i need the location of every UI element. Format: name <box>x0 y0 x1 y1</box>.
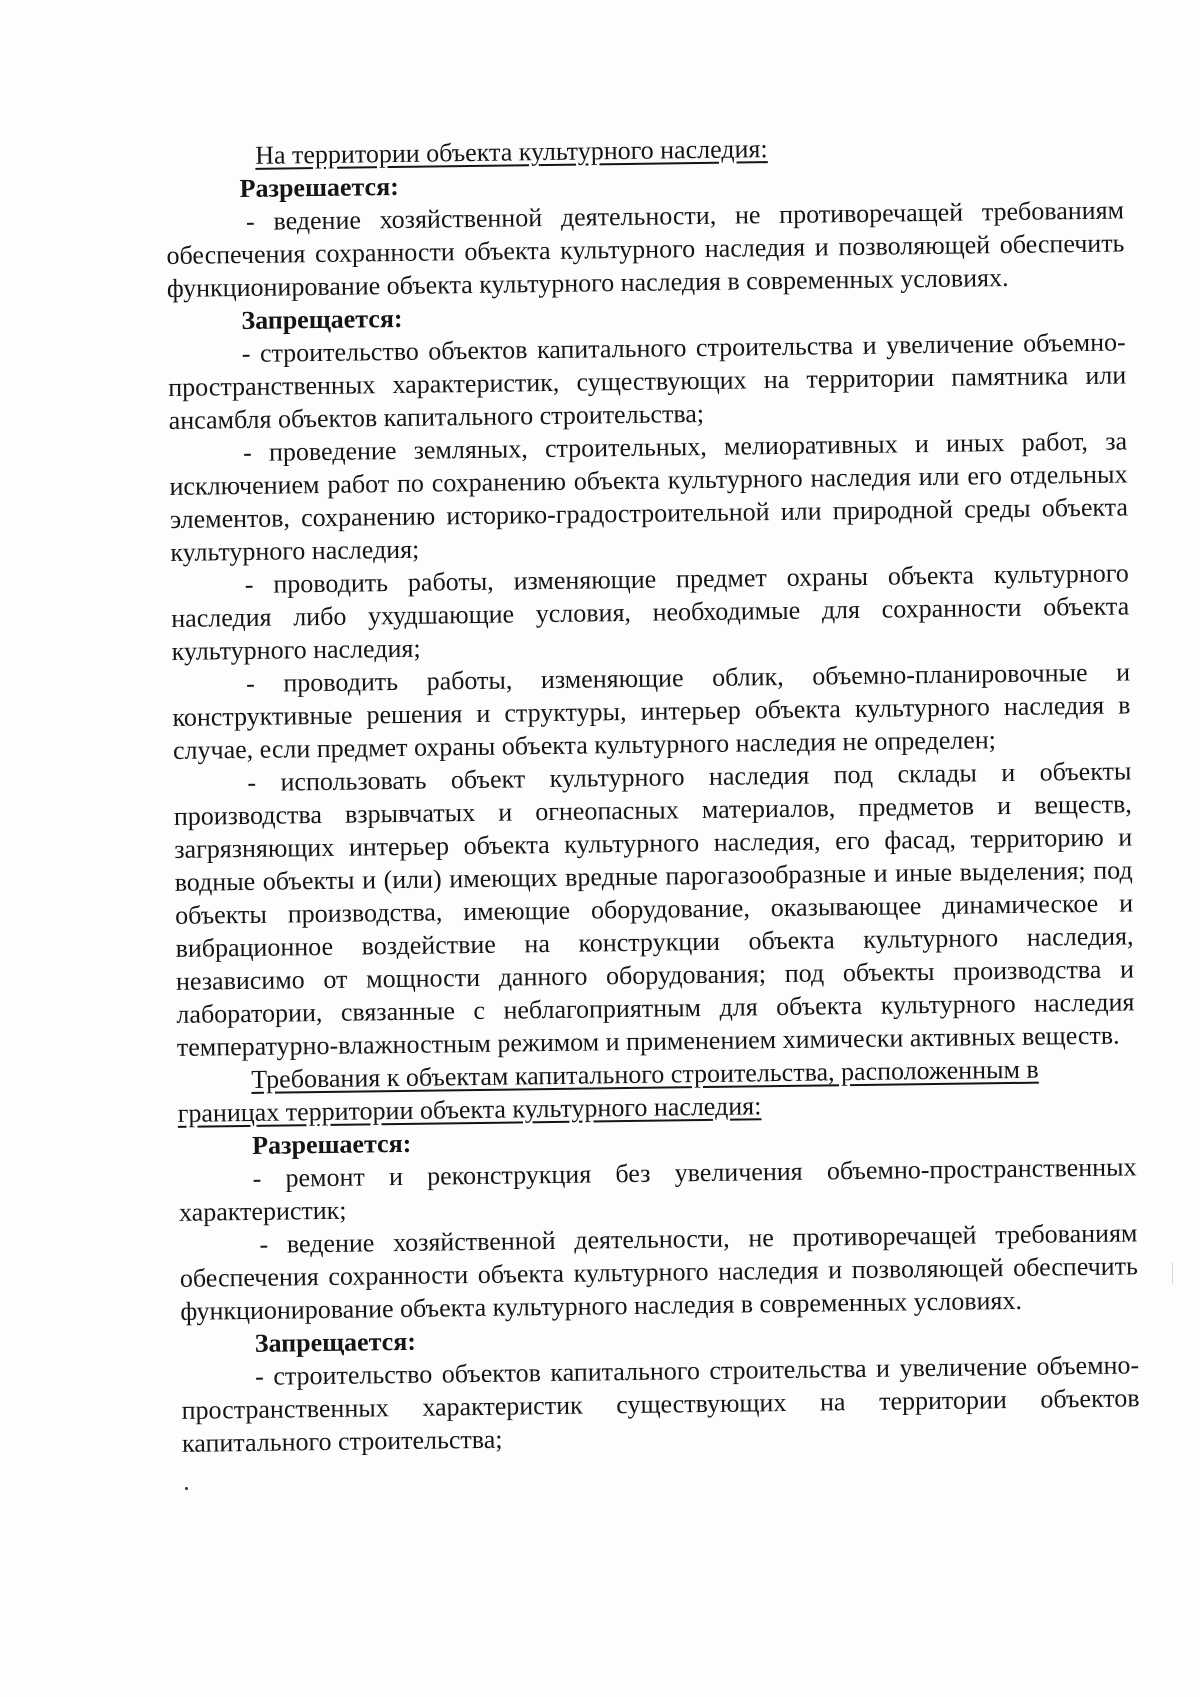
section1-allowed-title: Разрешается: <box>239 171 400 204</box>
scan-artifact <box>1172 1262 1173 1284</box>
scan-dot <box>185 1487 188 1490</box>
section1-heading: На территории объекта культурного наследия: <box>255 134 768 170</box>
section2-forbidden-title: Запрещается: <box>254 1326 417 1358</box>
section1-forbidden-item: - проводить работы, изменяющие предмет охраны объекта культурного наследия либо ухудшающие условия, необходимые для сохранности объекта культурного наследия; <box>171 558 1130 666</box>
section2-forbidden-item: - строительство объектов капитального строительства и увеличение объемно-пространственных характеристик существующих на территории объектов капитального строительства; <box>181 1350 1140 1458</box>
section1-forbidden-title: Запрещается: <box>241 303 403 336</box>
section2-allowed-item: - ведение хозяйственной деятельности, не противоречащей требованиям обеспечения сохранности объекта культурного наследия и позволяющей обеспечить функционирование объекта культурного наследия в современных условиях. <box>179 1218 1139 1326</box>
section1-forbidden-item: - проведение земляных, строительных, мелиоративных и иных работ, за исключением работ по сохранению объекта культурного наследия или его отдельных элементов, сохранению историко-градостроительной или природной среды объекта культурного наследия; <box>169 426 1129 567</box>
section2-allowed-title: Разрешается: <box>251 1128 412 1160</box>
document-body <box>165 127 1140 1459</box>
section2-heading: Требования к объектам капитального строительства, расположенным в границах территории объекта культурного наследия: <box>177 1054 1039 1128</box>
section2-allowed-item: - ремонт и реконструкция без увеличения объемно-пространственных характеристик; <box>178 1152 1137 1227</box>
section1-forbidden-item: - проводить работы, изменяющие облик, объемно-планировочные и конструктивные решения и структуры, интерьер объекта культурного наследия в случае, если предмет охраны объекта культурного наследия не определен; <box>172 657 1131 765</box>
section1-allowed-item: - ведение хозяйственной деятельности, не противоречащей требованиям обеспечения сохранности объекта культурного наследия и позволяющей обеспечить функционирование объекта культурного наследия в современных условиях. <box>166 195 1125 303</box>
section1-forbidden-item: - строительство объектов капитального строительства и увеличение объемно-пространственных характеристик, существующих на территории памятника или ансамбля объектов капитального строительства; <box>168 327 1127 435</box>
section1-forbidden-item: - использовать объект культурного наследия под склады и объекты производства взрывчатых и огнеопасных материалов, предметов и веществ, загрязняющих интерьер объекта культурного наследия, его фасад, территорию и водные объекты и (или) имеющих вредные парогазообразные и иные выделения; под объекты производства, имеющие оборудование, оказывающее динамическое и вибрационное воздействие на конструкции объекта культурного наследия, независимо от мощности данного оборудования; под объекты производства и лаборатории, связанные с неблагоприятным для объекта культурного наследия температурно-влажностным режимом и применением химически активных веществ. <box>173 756 1135 1062</box>
